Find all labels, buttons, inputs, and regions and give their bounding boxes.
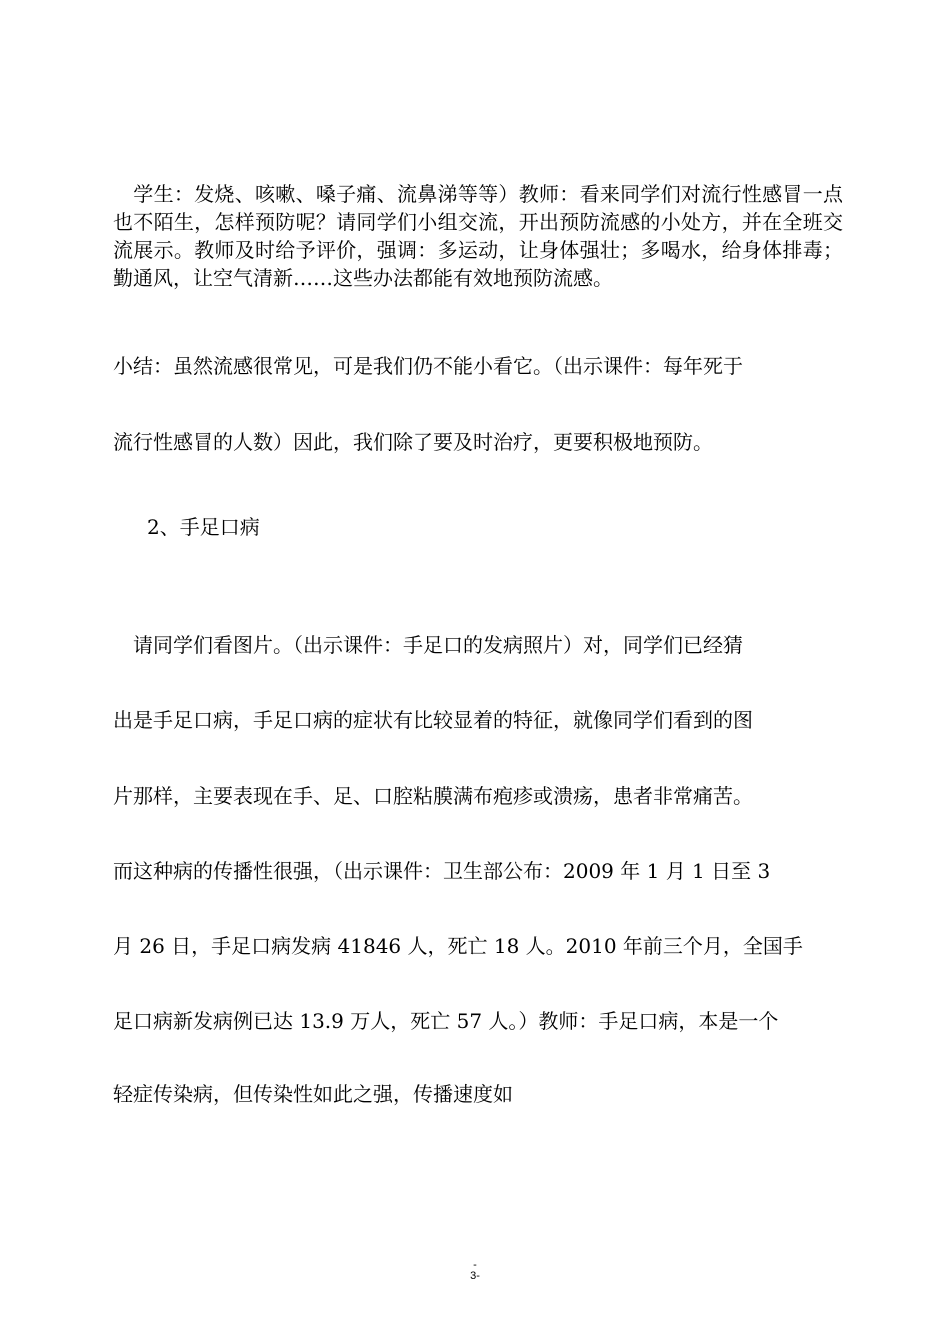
paragraph-hfmd-line-6: 足口病新发病例已达 13.9 万人，死亡 57 人。）教师：手足口病，本是一个 [113, 1009, 779, 1033]
paragraph-hfmd-line-1: 请同学们看图片。（出示课件：手足口的发病照片）对，同学们已经猜 [113, 633, 743, 657]
paragraph-hfmd-line-7: 轻症传染病，但传染性如此之强，传播速度如 [113, 1082, 513, 1106]
summary-line-2: 流行性感冒的人数）因此，我们除了要及时治疗，更要积极地预防。 [113, 430, 713, 454]
paragraph-hfmd-line-4: 而这种病的传播性很强，（出示课件：卫生部公布：2009 年 1 月 1 日至 3 [113, 859, 771, 883]
paragraph-hfmd-line-3: 片那样，主要表现在手、足、口腔粘膜满布疱疹或溃疡，患者非常痛苦。 [113, 784, 753, 808]
footer-dash: - [473, 1259, 477, 1271]
paragraph-hfmd-line-5: 月 26 日，手足口病发病 41846 人，死亡 18 人。2010 年前三个月，全国手 [113, 934, 803, 958]
summary-line-1: 小结：虽然流感很常见，可是我们仍不能小看它。（出示课件：每年死于 [113, 354, 743, 378]
page-number: 3- [470, 1270, 480, 1282]
section-heading: 2、手足口病 [147, 515, 260, 539]
paragraph-hfmd-line-2: 出是手足口病，手足口病的症状有比较显着的特征，就像同学们看到的图 [113, 708, 753, 732]
paragraph-flu-prevention: 学生：发烧、咳嗽、嗓子痛、流鼻涕等等）教师：看来同学们对流行性感冒一点也不陌生，怎样预防呢？请同学们小组交流，开出预防流感的小处方，并在全班交流展示。教师及时给予评价，强调：多运动，让身体强壮；多喝水，给身体排毒；勤通风，让空气清新……这些办法都能有效地预防流感。 [113, 182, 843, 290]
